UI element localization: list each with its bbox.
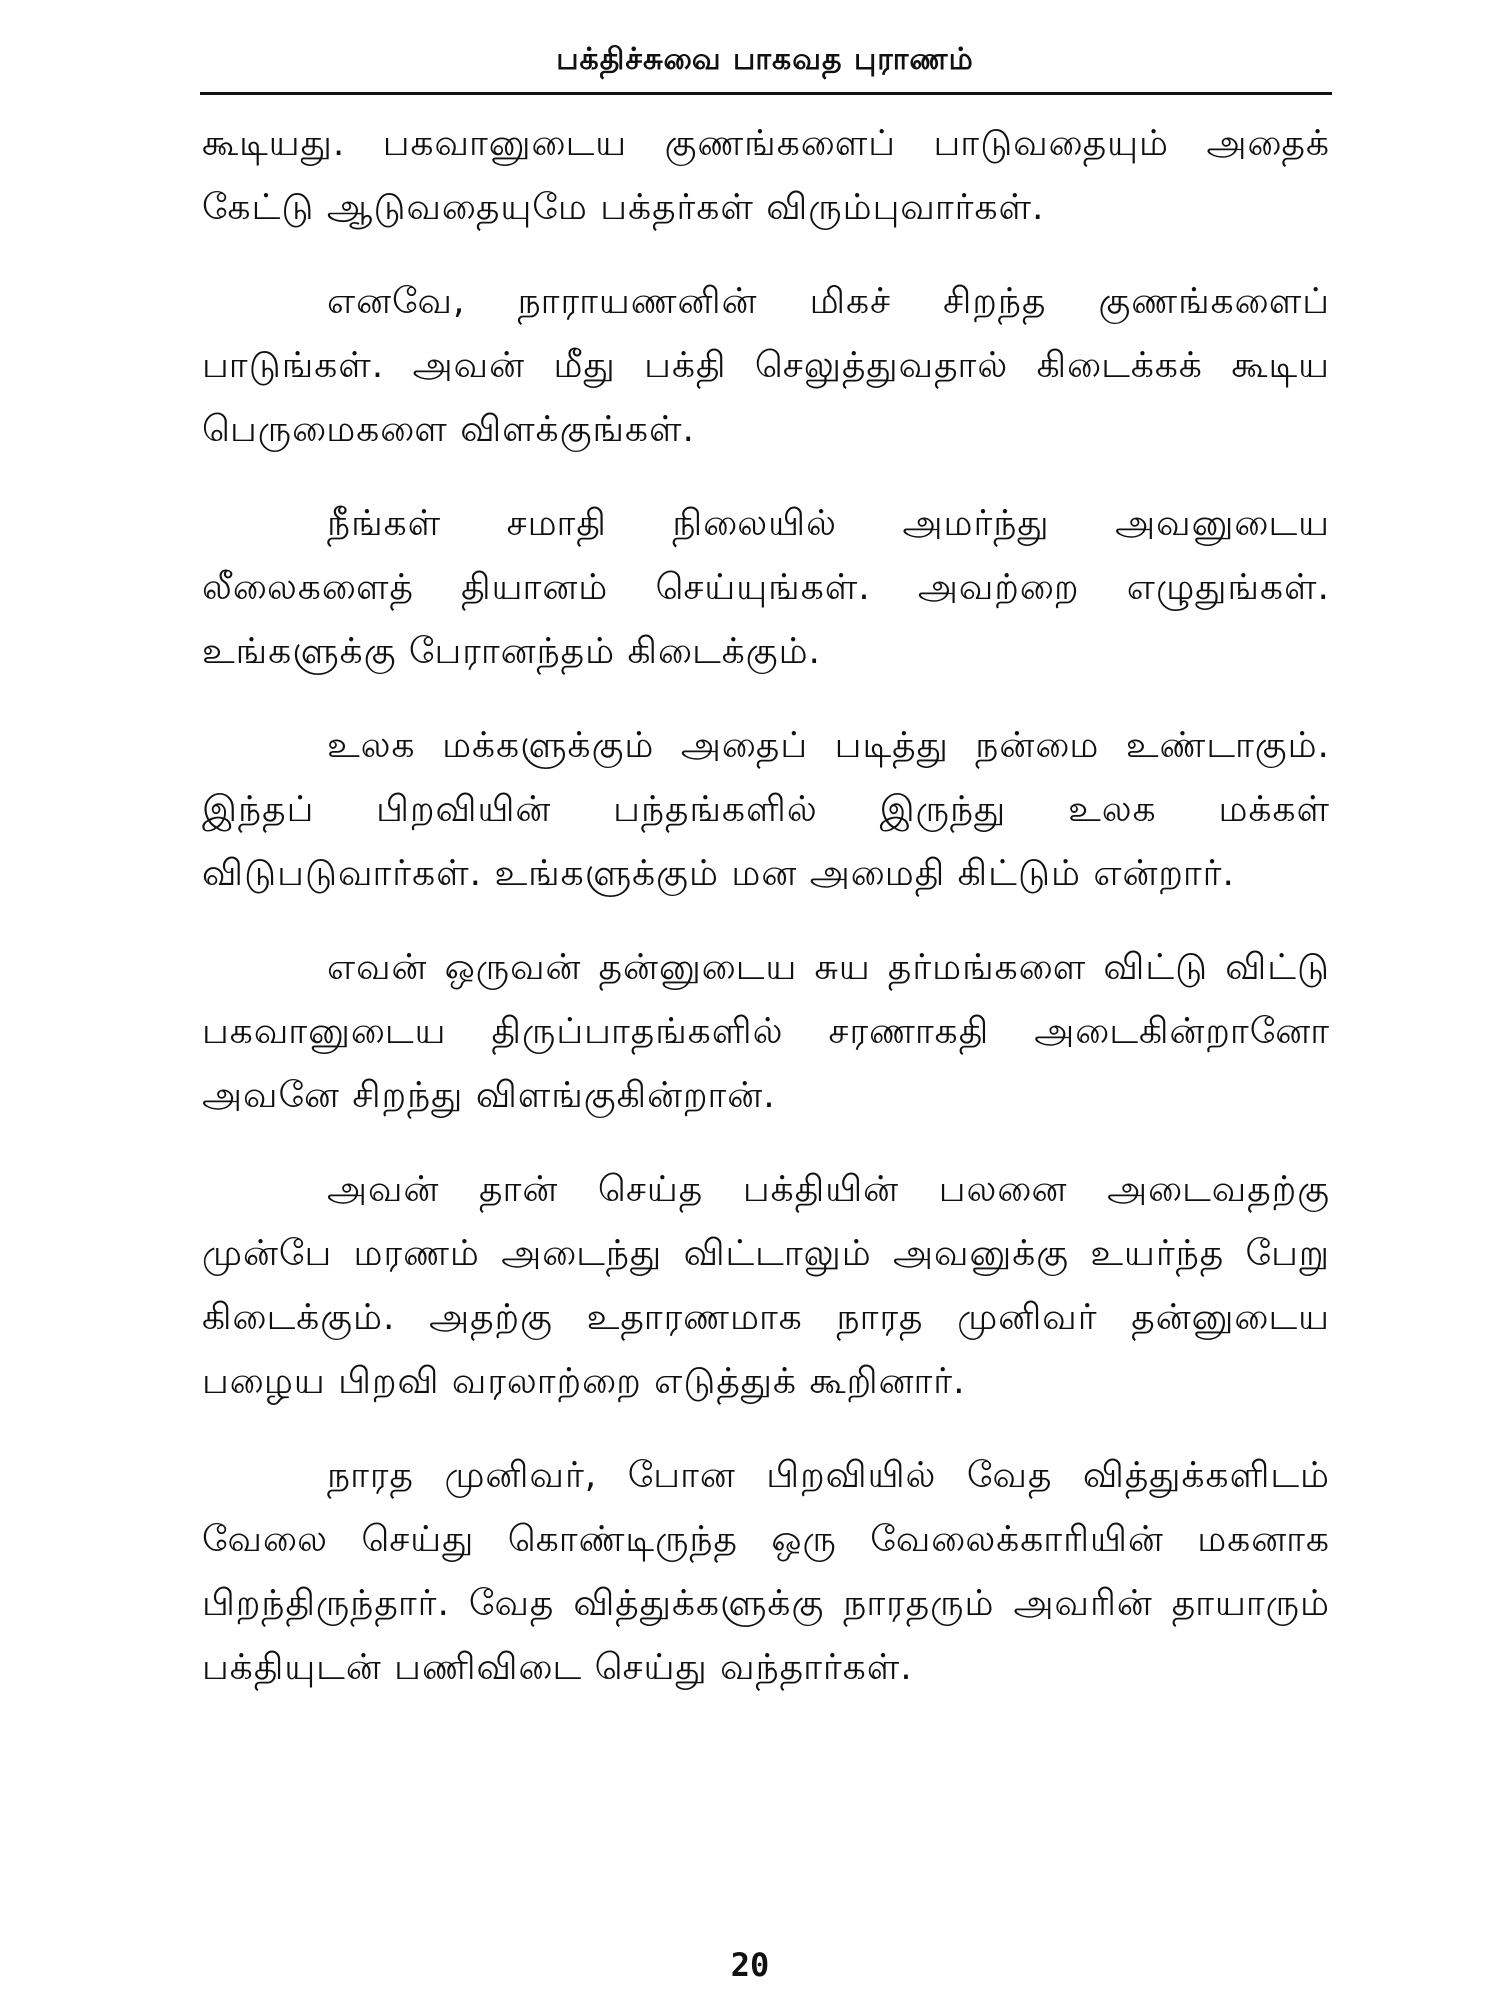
paragraph: எவன் ஒருவன் தன்னுடைய சுய தர்மங்களை விட்டு விட்டு பகவானுடைய திருப்பாதங்களில் சரணாகதி அடைகின்றானோ அவனே சிறந்து விளங்குகின்றான். xyxy=(202,947,1330,1116)
paragraph: நாரத முனிவர், போன பிறவியில் வேத வித்துக்களிடம் வேலை செய்து கொண்டிருந்த ஒரு வேலைக்காரியின் மகனாக பிறந்திருந்தார். வேத வித்துக்களுக்கு நாரதரும் அவரின் தாயாரும் பக்தியுடன் பணிவிடை செய்து வந்தார்கள். xyxy=(202,1455,1330,1688)
running-header-title: பக்திச்சுவை பாகவத புராணம் xyxy=(556,42,974,77)
page-number: 20 xyxy=(730,1946,770,1984)
header-divider xyxy=(200,92,1332,95)
paragraph: அவன் தான் செய்த பக்தியின் பலனை அடைவதற்கு முன்பே மரணம் அடைந்து விட்டாலும் அவனுக்கு உயர்ந்த பேறு கிடைக்கும். அதற்கு உதாரணமாக நாரத முனிவர் தன்னுடைய பழைய பிறவி வரலாற்றை எடுத்துக் கூறினார். xyxy=(202,1169,1330,1402)
paragraph: நீங்கள் சமாதி நிலையில் அமர்ந்து அவனுடைய லீலைகளைத் தியானம் செய்யுங்கள். அவற்றை எழுதுங்கள். உங்களுக்கு பேரானந்தம் கிடைக்கும். xyxy=(202,503,1330,672)
paragraph-continuation: கூடியது. பகவானுடைய குணங்களைப் பாடுவதையும் அதைக் கேட்டு ஆடுவதையுமே பக்தர்கள் விரும்புவார்கள். xyxy=(202,123,1330,228)
paragraph: எனவே, நாராயணனின் மிகச் சிறந்த குணங்களைப் பாடுங்கள். அவன் மீது பக்தி செலுத்துவதால் கிடைக்கக் கூடிய பெருமைகளை விளக்குங்கள். xyxy=(202,281,1330,450)
body-text xyxy=(202,112,1330,1730)
paragraph: உலக மக்களுக்கும் அதைப் படித்து நன்மை உண்டாகும். இந்தப் பிறவியின் பந்தங்களில் இருந்து உலக மக்கள் விடுபடுவார்கள். உங்களுக்கும் மன அமைதி கிட்டும் என்றார். xyxy=(202,725,1330,894)
